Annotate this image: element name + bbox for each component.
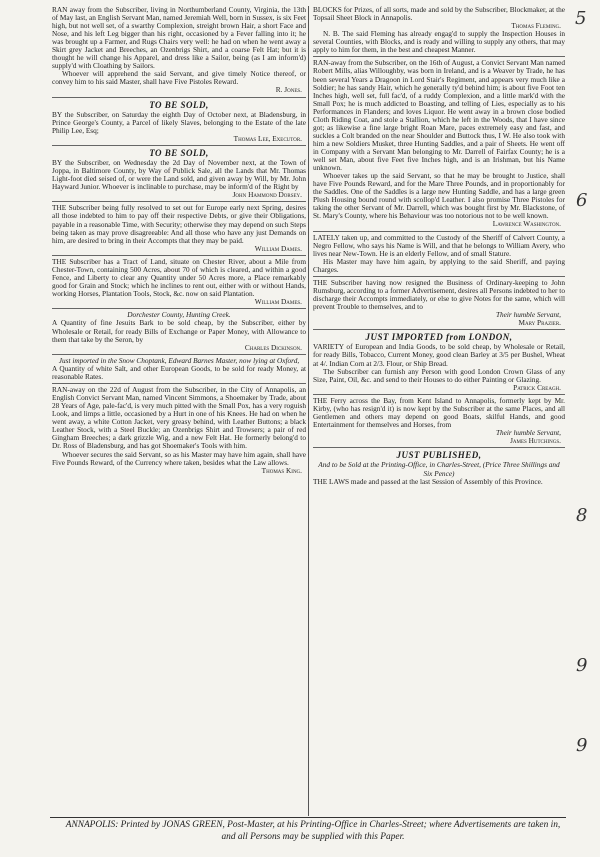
ad-signature: Mary Prazier. xyxy=(518,318,561,328)
ad-text: THE Ferry across the Bay, from Kent Island to Annapolis, formerly kept by Mr. Kirby, (who has resign'd it) is now kept by the Subscriber at the same Places, and all Gentlemen and others may depend on good Boats, skilful Hands, and good Entertainment for themselves and Horses, from xyxy=(313,395,565,429)
divider xyxy=(52,383,306,384)
runaway-ad-washington xyxy=(313,59,565,228)
ad-text-nb: N. B. The said Fleming has already engag'd to supply the Inspection Houses in several Counties, with Blocks, and is ready and willing to supply any others, that may apply to him for them, in the best and cheapest Manner. xyxy=(313,29,565,55)
ad-text-reward: Whoever will apprehend the said Servant, and give timely Notice thereof, or convey him to his said Master, shall have Five Pistoles Reward. xyxy=(52,69,306,87)
ad-signature: Patrick Creagh. xyxy=(513,382,561,392)
margin-mark: 5 xyxy=(575,8,587,29)
divider xyxy=(313,231,565,232)
custody-ad-calvert xyxy=(313,234,565,274)
ad-text: THE LAWS made and passed at the last Session of Assembly of this Province. xyxy=(313,476,543,486)
land-ad-dames xyxy=(52,258,306,306)
runaway-ad-jones xyxy=(52,6,306,95)
imprint-rule xyxy=(50,817,566,818)
margin-mark: 8 xyxy=(576,505,588,526)
divider xyxy=(313,276,565,277)
ad-closing: Their humble Servant, xyxy=(495,310,561,319)
ad-heading: Dorchester County, Hunting Creek. xyxy=(127,310,231,320)
imports-ad-creagh xyxy=(313,332,565,391)
divider xyxy=(52,308,306,309)
ad-signature: William Dames. xyxy=(254,297,302,307)
divider xyxy=(52,97,306,98)
margin-mark: 9 xyxy=(576,655,588,676)
ad-text-2: His Master may have him again, by applying to the said Sheriff, and paying Charges. xyxy=(313,256,565,274)
ad-text-reward: Whoever takes up the said Servant, so that he may be brought to Justice, shall have Five Pounds Reward, and for the Mare Three Pounds, and in proportionably for the Saddles. One of the Saddles is a large new Hunting Saddle, and has a large green Plush Housing bound round with scollop'd Leather. I also promise Three Pistoles for taking the other Servant of Mr. Darrell, which was bought first by Mr. Blackstone, of St. Mary's County, where his Behaviour was too notorious not to be well known. xyxy=(313,171,565,221)
runaway-ad-king xyxy=(52,386,306,475)
divider xyxy=(52,145,306,146)
ad-text: THE Subscriber being fully resolved to set out for Europe early next Spring, desires all those indebted to him to pay off their respective Debts, or give their Obligations, payable in a reasonable Time, with Security; otherwise they may depend on such Steps being taken as may prove disagreeable: And all those who have any just Demands on him, are desired to bring in their Accompts that they may be paid. xyxy=(52,203,306,245)
divider xyxy=(313,56,565,57)
ad-text: LATELY taken up, and committed to the Custody of the Sheriff of Calvert County, a Negro Fellow, who says his Name is Will, and that he belongs to William Avery, who lives near New-Town. He is an elderly Fellow, and of small Stature. xyxy=(313,232,565,258)
ad-closing: Their humble Servant, xyxy=(495,428,561,438)
divider xyxy=(52,354,306,355)
ferry-ad-hutchings xyxy=(313,397,565,446)
ad-text: RAN away from the Subscriber, living in Northumberland County, Virginia, the 13th of May last, an English Servant Man, named Jeremiah Well, born in Sussex, is six Feet high, but not well set, of a swarthy Complexion, streight brown Hair, a short Face and Nose, and his left Leg bigger than his right, occasioned by a Fever falling into it; he was brought up a Farmer, and Rugs Chairs very well: he had on when he went away a Skirt grey Jacket and Breeches, an Ozenbrigs Shirt, and a coarse Felt Hat; but it is thought he will change his Apparel, and dress like a Sailor, being (as I am inform'd) supply'd with Cloathing by Sailors. xyxy=(52,5,306,71)
ad-text: BY the Subscriber, on Wednesday the 2d Day of November next, at the Town of Joppa, in Baltimore County, by Way of Publick Sale, all the Lands that Mr. Thomas Light-foot died seised of, or were the Land sold, and given away by Will, by Mr. John Hayward Junior. Whoever is inclinable to purchase, may be inform'd of the Right by xyxy=(52,158,306,192)
margin-mark: 9 xyxy=(576,735,588,756)
ad-heading: TO BE SOLD, xyxy=(149,99,209,110)
sale-ad-lee xyxy=(52,100,306,143)
ad-text: RAN-away from the Subscriber, on the 16th of August, a Convict Servant Man named Robert Mills, alias Willoughby, was born in Ireland, and is a Weaver by Trade, he has been several Years a Dragoon in Lord Stair's Regiment, and appears very much like a Soldier; he has sandy Hair, which he generally ty'd behind him; is about five Foot ten Inches high, well set, full fac'd, of a ruddy Complexion, and a little mark'd with the Small Pox; he is much addicted to Boasting, and telling of Lies, especially as to his Performances in Flanders; and loves Liquor. He went away in a brown close bodied Cloth Riding Coat, and stole a Stallion, which he left in the Woods, that I have since got; as likewise a fine large bright Roan Mare, paces extremely easy and fast, and suckles a Colt branded on the near Shoulder and Buttock thus, I W. He also took with him a new Soldiers Musket, three Hunting Saddles, and a pair of Sheets. He went off in Company with a Servant Man belonging to Mr. Darrell of Fairfax County; he is a well set Man, about five Feet five Inches high, and is an Irishman, but his Name unknown. xyxy=(313,58,566,173)
ad-text: THE Subscriber has a Tract of Land, situate on Chester River, about a Mile from Chester-Town, containing 500 Acres, about 70 of which is cleared, and within a good Fence, and Liberty to clear any Quantity under 50 Acres more, a Place remarkably good for Grain and Stock; which he inclines to rent out, either with or without Hands, working Horses, Plantation Tools, Stock, &c. now on said Plantation. xyxy=(52,256,306,299)
ad-text: BY the Subscriber, on Saturday the eighth Day of October next, at Bladensburg, in Prince George's County, a Parcel of likely Slaves, belonging to the Estate of the late Philip Lee, Esq; xyxy=(52,109,306,135)
printer-imprint: ANNAPOLIS: Printed by JONAS GREEN, Post-Master, at his Printing-Office in Charles-Street; where Advertisements are taken in, and all Persons may be supplied with this Paper. xyxy=(65,820,561,842)
left-column xyxy=(52,6,306,475)
ad-heading: JUST PUBLISHED, xyxy=(396,450,482,461)
divider xyxy=(52,201,306,202)
ad-text: A Quantity of fine Jesuits Bark to be sold cheap, by the Subscriber, either by Wholesale or Retail, for ready Bills of Exchange or Paper Money, with Allowance to them that take by the Seron, by xyxy=(52,318,306,344)
ad-heading: TO BE SOLD, xyxy=(149,148,209,159)
bark-ad-dickinson xyxy=(52,311,306,352)
ad-text: BLOCKS for Prizes, of all sorts, made and sold by the Subscriber, Blockmaker, at the Topsail Sheet Block in Annapolis. xyxy=(313,5,565,23)
ad-text: A Quantity of white Salt, and other European Goods, to be sold for ready Money, at reasonable Rates. xyxy=(52,364,306,382)
sale-ad-dorsey xyxy=(52,148,306,199)
ad-signature: Charles Dickinson. xyxy=(244,342,302,352)
laws-ad xyxy=(313,450,565,485)
salt-ad-snow-choptank xyxy=(52,357,306,381)
ad-signature: Thomas Fleming. xyxy=(511,21,561,31)
ad-signature: Thomas King. xyxy=(261,465,302,475)
divider xyxy=(313,329,565,330)
ad-signature: John Hammond Dorsey. xyxy=(232,190,302,200)
ad-heading: Just imported in the Snow Choptank, Edward Barnes Master, now lying at Oxford, xyxy=(58,355,300,365)
notice-ad-dames-debts xyxy=(52,204,306,252)
ad-text-reward: Whoever secures the said Servant, so as his Master may have him again, shall have Five Pounds Reward, of the Currency where taken, besides what the Law allows. xyxy=(52,449,306,467)
column-rule xyxy=(308,6,309,816)
margin-mark: 6 xyxy=(576,190,588,211)
ad-signature: James Hutchings. xyxy=(510,436,561,446)
ad-heading: JUST IMPORTED from LONDON, xyxy=(365,332,513,343)
ad-signature: R. Jones. xyxy=(275,85,302,95)
divider xyxy=(313,394,565,395)
ad-text: RAN-away on the 22d of August from the Subscriber, in the City of Annapolis, an English Convict Servant Man, named Vincent Simmons, a Shoemaker by Trade, about 28 Years of Age, pale-fac'd, is very much pitted with the Small Pox, has a very roguish Look, and limps a little, occasioned by a Hurt in one of his Knees. He had on when he went away, a white Cotton Jacket, very greasy behind, with Leather Buttons; a black Leather Stock, with a Steel Buckle; an Ozenbrigs Shirt and Trowsers; a pair of red Gingham Breeches; a dark grizzle Wig, and a new Felt Hat. He formerly belong'd to Dr. Ross of Bladensburg, and has got Shoemaker's Tools with him. xyxy=(52,385,306,451)
ad-signature: Thomas Lee, Executor. xyxy=(233,133,302,143)
ad-subheading: And to be Sold at the Printing-Office, in Charles-Street, (Price Three Shillings and Six Pence) xyxy=(318,460,560,478)
divider xyxy=(313,447,565,448)
right-column xyxy=(313,6,565,486)
ad-signature: Lawrence Washington. xyxy=(492,219,561,229)
ad-text-2: The Subscriber can furnish any Person with good London Crown Glass of any Size, Paint, Oil, &c. and send to their Houses to do either Painting or Glazing. xyxy=(313,366,565,384)
ad-text: THE Subscriber having now resigned the Business of Ordinary-keeping to John Rumsburg, according to a former Advertisement, desires all Persons indebted to her to discharge their Accompts immediately, or else to give Notes for the same, which will prevent Trouble to themselves, and to xyxy=(313,277,565,311)
blocks-ad-fleming xyxy=(313,6,565,54)
ad-signature: William Dames. xyxy=(254,243,302,253)
divider xyxy=(52,255,306,256)
notice-ad-prazier xyxy=(313,279,565,328)
ad-text: VARIETY of European and India Goods, to be sold cheap, by Wholesale or Retail, for ready Bills, Tobacco, Current Money, good clean Barley at 3/5 per Bushel, Wheat at 4/. Indian Corn at 2/3. Flour, or Ship Bread. xyxy=(313,342,565,368)
